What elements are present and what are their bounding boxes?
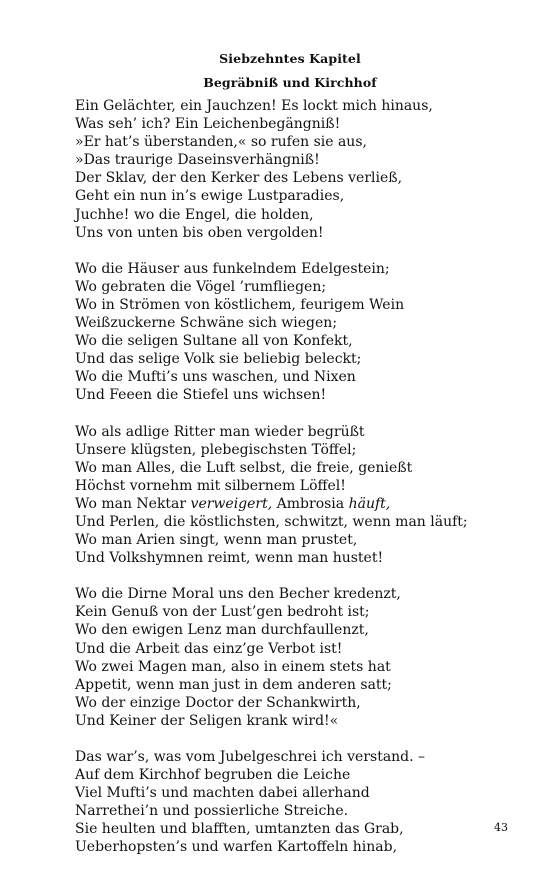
poem-line: Wo die Mufti’s uns waschen, und Nixen <box>75 369 356 386</box>
nektar-italic-2: häuft, <box>348 495 391 512</box>
poem-line: Wo die Dirne Moral uns den Becher kredenzt, <box>75 586 401 603</box>
poem-line: Was seh’ ich? Ein Leichenbegängniß! <box>75 116 341 133</box>
poem-line: Wo der einzige Doctor der Schankwirth, <box>75 694 361 711</box>
chapter-title: Siebzehntes Kapitel <box>219 51 361 66</box>
poem-line: Uns von unten bis oben vergolden! <box>75 224 324 241</box>
poem-line: Und Perlen, die köstlichsten, schwitzt, wenn man läuft; <box>75 513 468 530</box>
poem-line: Wo in Strömen von köstlichem, feurigem Wein <box>75 296 405 313</box>
poem-line: »Er hat’s überstanden,« so rufen sie aus, <box>75 134 367 151</box>
poem-line: Auf dem Kirchhof begruben die Leiche <box>75 767 351 784</box>
poem-line: Wo zwei Magen man, also in einem stets hat <box>75 658 391 675</box>
poem-line: Ueberhopsten’s und warfen Kartoffeln hinab, <box>75 839 398 856</box>
poem-line: Geht ein nun in’s ewige Lustparadies, <box>75 188 345 205</box>
poem-line: Wo die Häuser aus funkelndem Edelgestein; <box>75 260 390 277</box>
poem-line: Viel Mufti’s und machten dabei allerhand <box>75 785 370 802</box>
poem-line: Weißzuckerne Schwäne sich wiegen; <box>75 315 338 332</box>
stanza-1 <box>75 97 515 242</box>
poem-line: Wo den ewigen Lenz man durchfaullenzt, <box>75 622 369 639</box>
stanza-5 <box>75 748 515 857</box>
poem-line: Wo man Alles, die Luft selbst, die freie, genießt <box>75 459 413 476</box>
poem-line: Wo die seligen Sultane all von Konfekt, <box>75 333 353 350</box>
poem-line: Und Feeen die Stiefel uns wichsen! <box>75 387 327 404</box>
poem-line: Und das selige Volk sie beliebig beleckt; <box>75 351 362 368</box>
chapter-subtitle: Begräbniß und Kirchhof <box>203 75 377 90</box>
poem-line: Das war’s, was vom Jubelgeschrei ich verstand. – <box>75 749 426 765</box>
stanza-3 <box>75 423 515 568</box>
stanza-2 <box>75 260 515 405</box>
poem-line: Appetit, wenn man just in dem anderen satt; <box>75 676 392 693</box>
poem-line: Kein Genuß von der Lust’gen bedroht ist; <box>75 604 370 621</box>
poem-line: »Das traurige Daseinsverhängniß! <box>75 152 320 169</box>
poem-line: Wo als adlige Ritter man wieder begrüßt <box>75 423 365 440</box>
poem-line: Juchhe! wo die Engel, die holden, <box>75 206 314 223</box>
poem-line: Sie heulten und blafften, umtanzten das Grab, <box>75 821 404 838</box>
poem-line: Der Sklav, der den Kerker des Lebens verließ, <box>75 170 403 187</box>
poem <box>75 97 515 875</box>
poem-line: Wo man Arien singt, wenn man prustet, <box>75 532 358 549</box>
poem-line: Unsere klügsten, plebegischsten Töffel; <box>75 441 357 458</box>
nektar-italic-1: verweigert, <box>190 495 273 512</box>
nektar-text-2: Ambrosia <box>272 495 349 512</box>
poem-line: Und die Arbeit das einz’ge Verbot ist! <box>75 640 343 657</box>
nektar-text-1: Wo man Nektar <box>75 495 191 512</box>
poem-line: Wo gebraten die Vögel ’rumfliegen; <box>75 278 327 295</box>
poem-line: Höchst vornehm mit silbernem Löffel! <box>75 477 346 494</box>
poem-line: Und Volkshymnen reimt, wenn man hustet! <box>75 550 384 567</box>
poem-line: Ein Gelächter, ein Jauchzen! Es lockt mich hinaus, <box>75 98 433 114</box>
poem-line: Und Keiner der Seligen krank wird!« <box>75 712 339 729</box>
poem-line-nektar <box>75 495 515 513</box>
poem-line: Narrethei’n und possierliche Streiche. <box>75 803 349 820</box>
page-number: 43 <box>494 821 508 834</box>
stanza-4 <box>75 585 515 730</box>
